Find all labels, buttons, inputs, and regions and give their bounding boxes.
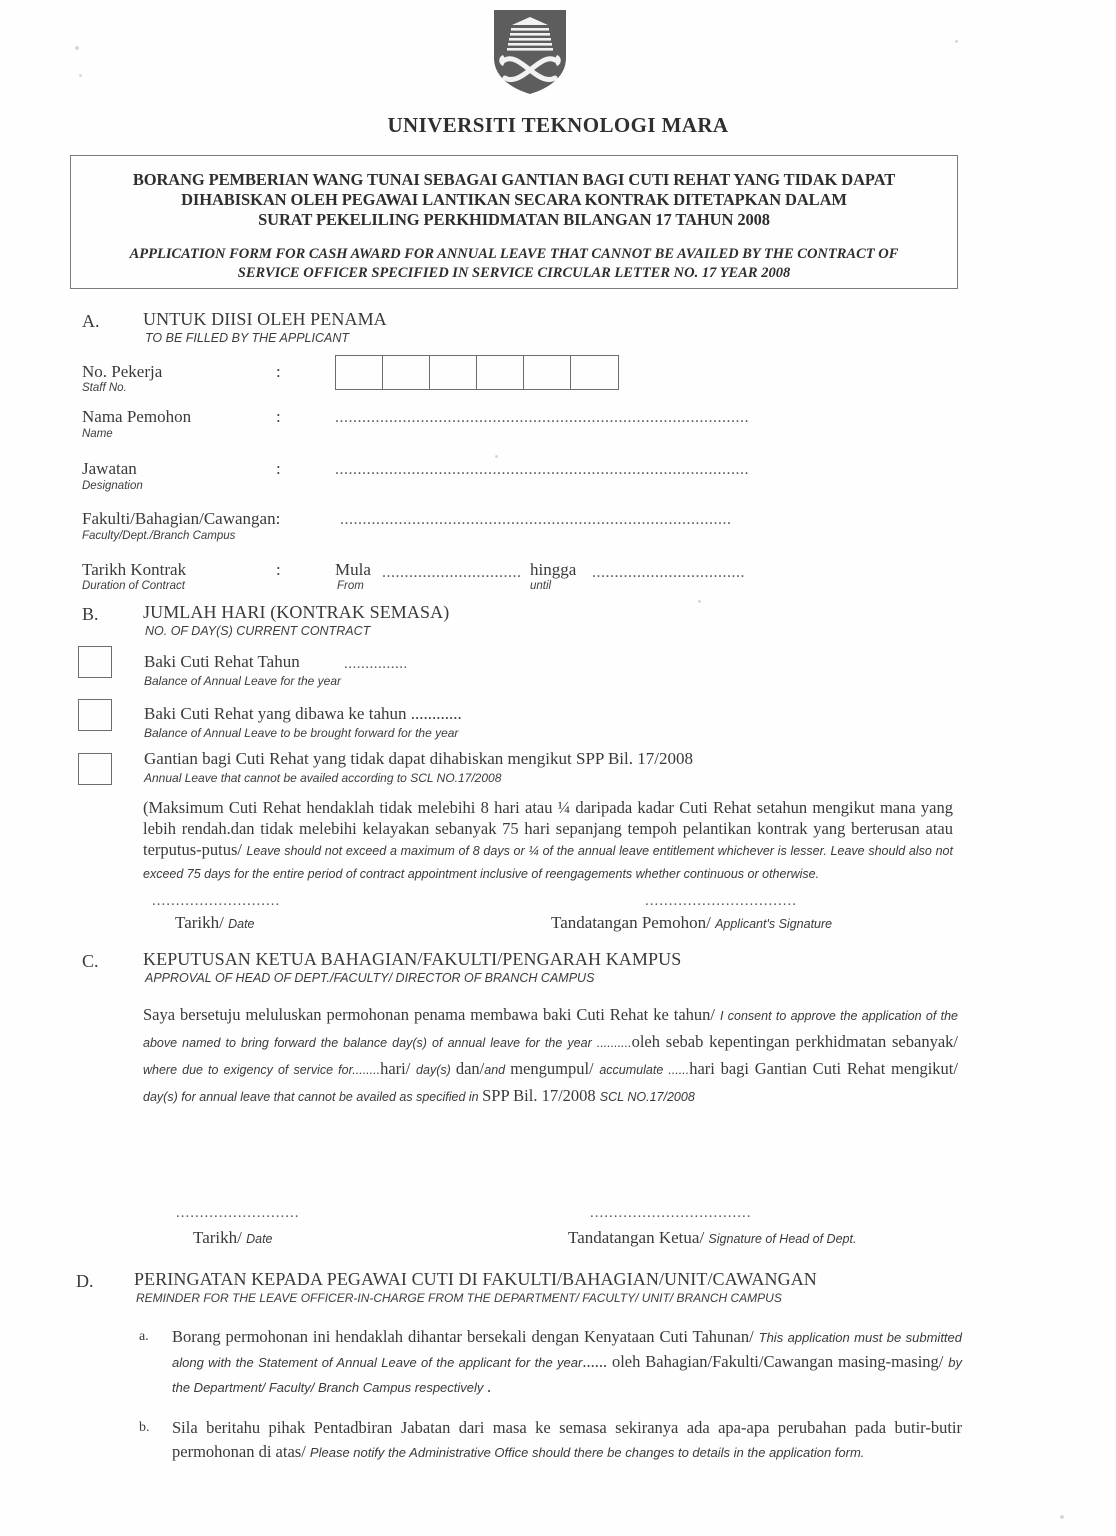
form-title-english-line1: APPLICATION FORM FOR CASH AWARD FOR ANNUAL LEAVE THAT CANNOT BE AVAILED BY THE CONTRACT OF (129, 246, 899, 262)
section-b-note-english: Leave should not exceed a maximum of 8 days or ¼ of the annual leave entitlement whichever is lesser. Leave should also not exceed 75 days for the entire period of contract appointment inclusive of reengagements whether continuous or otherwise. (143, 844, 953, 881)
section-b-title: JUMLAH HARI (KONTRAK SEMASA) (143, 602, 450, 622)
contract-duration-sublabel: Duration of Contract (82, 580, 185, 592)
balance-annual-leave-input[interactable]: ............... (344, 656, 408, 672)
head-date-caption-malay: Tarikh/ (193, 1228, 247, 1247)
consent-ms-3: hari/ (380, 1059, 417, 1078)
staff-no-sublabel: Staff No. (82, 382, 127, 394)
scan-speckle (495, 455, 498, 458)
applicant-signature-caption (551, 913, 832, 933)
contract-until-word: hingga (530, 560, 577, 579)
utm-shield-crest-icon (490, 8, 570, 96)
head-date-line: .......................... (176, 1205, 300, 1221)
designation-input[interactable]: ............................................................................................ (335, 461, 749, 478)
checkbox-label-brought-forward: Baki Cuti Rehat yang dibawa ke tahun ............ (144, 704, 462, 723)
head-signature-caption-malay: Tandatangan Ketua/ (568, 1228, 709, 1247)
designation-colon: : (276, 459, 281, 478)
consent-ms-6: hari bagi Gantian Cuti Rehat mengikut/ (689, 1059, 958, 1078)
contract-from-input[interactable]: ............................... (382, 564, 522, 581)
section-d-title: PERINGATAN KEPADA PEGAWAI CUTI DI FAKULTI/BAHAGIAN/UNIT/CAWANGAN (134, 1269, 817, 1289)
scan-speckle (75, 46, 79, 50)
consent-dots-3[interactable]: ...... (668, 1063, 690, 1077)
staff-no-label: No. Pekerja (82, 362, 163, 381)
section-c-consent-text (143, 1002, 958, 1110)
checkbox-label-balance-annual-leave: Baki Cuti Rehat Tahun (144, 652, 300, 671)
staff-no-box-3[interactable] (430, 356, 477, 389)
contract-from-sublabel: From (337, 580, 364, 592)
contract-until-input[interactable]: .................................. (592, 564, 745, 581)
form-title-english (71, 245, 957, 283)
faculty-sublabel: Faculty/Dept./Branch Campus (82, 530, 236, 542)
section-c-subtitle: APPROVAL OF HEAD OF DEPT./FACULTY/ DIRECTOR OF BRANCH CAMPUS (145, 971, 595, 985)
applicant-date-caption (175, 913, 255, 933)
applicant-signature-line: ................................ (645, 893, 797, 909)
designation-sublabel: Designation (82, 480, 143, 492)
consent-en-2: where due to exigency of service for (143, 1063, 353, 1077)
consent-dots-1[interactable]: .......... (596, 1036, 632, 1050)
contract-duration-colon: : (276, 560, 281, 579)
consent-ms-4: dan/ (455, 1059, 485, 1078)
reminder-b-ms-1: Sila beritahu pihak Pentadbiran Jabatan dari masa ke semasa sekiranya ada apa-apa perubahan pada butir-butir permohonan di atas/ (172, 1418, 962, 1461)
section-c-title: KEPUTUSAN KETUA BAHAGIAN/FAKULTI/PENGARAH KAMPUS (143, 949, 682, 969)
applicant-date-caption-malay: Tarikh/ (175, 913, 229, 932)
reminder-item-b (172, 1416, 962, 1465)
consent-ms-5: mengumpul/ (510, 1059, 600, 1078)
staff-no-box-6[interactable] (571, 356, 618, 389)
applicant-name-label: Nama Pemohon (82, 407, 192, 426)
head-date-caption-english: Date (246, 1232, 273, 1246)
consent-en-6: day(s) for annual leave that cannot be availed as specified in (143, 1090, 483, 1104)
staff-no-boxes[interactable] (335, 355, 619, 390)
section-b-letter: B. (82, 604, 99, 624)
section-a-letter: A. (82, 311, 100, 331)
faculty-label: Fakulti/Bahagian/Cawangan: (82, 509, 281, 528)
scan-speckle (698, 600, 701, 603)
section-b-note (143, 797, 953, 885)
consent-en-3: day(s) (416, 1063, 456, 1077)
form-title-english-line2: SERVICE OFFICER SPECIFIED IN SERVICE CIRCULAR LETTER NO. 17 YEAR 2008 (237, 265, 791, 281)
form-title-malay-line3: SURAT PEKELILING PERKHIDMATAN BILANGAN 17 TAHUN 2008 (258, 210, 770, 229)
form-title-malay-line2: DIHABISKAN OLEH PEGAWAI LANTIKAN SECARA KONTRAK DITETAPKAN DALAM (181, 190, 847, 209)
consent-ms-7: SPP Bil. 17/2008 (482, 1086, 600, 1105)
consent-ms-2: oleh sebab kepentingan perkhidmatan sebanyak/ (631, 1032, 958, 1051)
staff-no-colon: : (276, 362, 281, 381)
checkbox-balance-annual-leave[interactable] (78, 646, 112, 678)
staff-no-box-2[interactable] (383, 356, 430, 389)
section-d-subtitle: REMINDER FOR THE LEAVE OFFICER-IN-CHARGE FROM THE DEPARTMENT/ FACULTY/ UNIT/ BRANCH CAMPUS (136, 1291, 782, 1305)
consent-en-7: SCL NO.17/2008 (599, 1090, 695, 1104)
scan-speckle (79, 74, 82, 77)
checkbox-cash-replacement[interactable] (78, 753, 112, 785)
applicant-signature-caption-english: Applicant's Signature (715, 917, 833, 931)
consent-en-1: I consent to approve the application of the above named to bring forward the balance day(s) of annual leave for the year (143, 1009, 958, 1050)
consent-ms-1: Saya bersetuju meluluskan permohonan penama membawa baki Cuti Rehat ke tahun/ (143, 1005, 720, 1024)
reminder-a-ms-1: Borang permohonan ini hendaklah dihantar bersekali dengan Kenyataan Cuti Tahunan/ (172, 1327, 759, 1346)
staff-no-box-5[interactable] (524, 356, 571, 389)
university-name: UNIVERSITI TEKNOLOGI MARA (387, 113, 729, 137)
faculty-input[interactable]: ....................................................................................... (340, 511, 732, 528)
section-c-letter: C. (82, 951, 99, 971)
applicant-date-line: ........................... (152, 893, 281, 909)
head-signature-line: .................................. (590, 1205, 752, 1221)
applicant-name-input[interactable]: ............................................................................................ (335, 409, 749, 426)
checkbox-sublabel-brought-forward: Balance of Annual Leave to be brought forward for the year (144, 726, 459, 740)
contract-duration-label: Tarikh Kontrak (82, 560, 187, 579)
reminder-a-en-1: This application must be submitted along with the Statement of Annual Leave of the applicant for the year (172, 1330, 963, 1370)
designation-label: Jawatan (82, 459, 137, 478)
applicant-name-colon: : (276, 407, 281, 426)
reminder-a-dots[interactable]: ...... (582, 1352, 612, 1371)
section-a-title: UNTUK DIISI OLEH PENAMA (143, 309, 387, 329)
applicant-signature-caption-malay: Tandatangan Pemohon/ (551, 913, 716, 932)
checkbox-label-cash-replacement: Gantian bagi Cuti Rehat yang tidak dapat dihabiskan mengikut SPP Bil. 17/2008 (144, 749, 693, 768)
reminder-a-en-2: by the Department/ Faculty/ Branch Campus respectively (172, 1355, 962, 1395)
reminder-a-ms-2: oleh Bahagian/Fakulti/Cawangan masing-masing/ (611, 1352, 949, 1371)
staff-no-box-1[interactable] (336, 356, 383, 389)
scan-speckle (955, 40, 958, 43)
form-title-malay (71, 170, 957, 230)
checkbox-brought-forward[interactable] (78, 699, 112, 731)
scan-speckle (1060, 1515, 1064, 1519)
applicant-date-caption-english: Date (228, 917, 255, 931)
consent-en-4: and (484, 1063, 511, 1077)
reminder-b-en-1: Please notify the Administrative Office should there be changes to details in the application form. (309, 1445, 865, 1460)
reminder-item-a-marker: a. (139, 1329, 149, 1344)
consent-dots-2[interactable]: ........ (352, 1063, 381, 1077)
applicant-name-sublabel: Name (82, 428, 113, 440)
reminder-item-b-marker: b. (139, 1420, 150, 1435)
checkbox-sublabel-balance-annual-leave: Balance of Annual Leave for the year (144, 674, 342, 688)
contract-from-word: Mula (335, 560, 371, 579)
head-date-caption (193, 1228, 273, 1248)
section-b-subtitle: NO. OF DAY(S) CURRENT CONTRACT (145, 624, 371, 638)
consent-en-5: accumulate (599, 1063, 669, 1077)
section-a-subtitle: TO BE FILLED BY THE APPLICANT (145, 331, 349, 345)
checkbox-sublabel-cash-replacement: Annual Leave that cannot be availed according to SCL NO.17/2008 (144, 771, 502, 785)
head-signature-caption (568, 1228, 856, 1248)
reminder-item-a (172, 1325, 962, 1400)
form-title-box (70, 155, 958, 289)
section-d-letter: D. (76, 1271, 94, 1291)
reminder-a-ms-3: . (487, 1377, 492, 1396)
form-title-malay-line1: BORANG PEMBERIAN WANG TUNAI SEBAGAI GANTIAN BAGI CUTI REHAT YANG TIDAK DAPAT (132, 170, 896, 189)
section-b-note-malay: (Maksimum Cuti Rehat hendaklah tidak melebihi 8 hari atau ¼ daripada kadar Cuti Rehat setahun mengikut mana yang lebih rendah.dan tidak melebihi kelayakan sebanyak 75 hari sepanjang tempoh pelantikan kontrak yang berterusan atau terputus-putus/ (143, 798, 953, 859)
contract-until-sublabel: until (530, 580, 552, 592)
head-signature-caption-english: Signature of Head of Dept. (708, 1232, 857, 1246)
staff-no-box-4[interactable] (477, 356, 524, 389)
